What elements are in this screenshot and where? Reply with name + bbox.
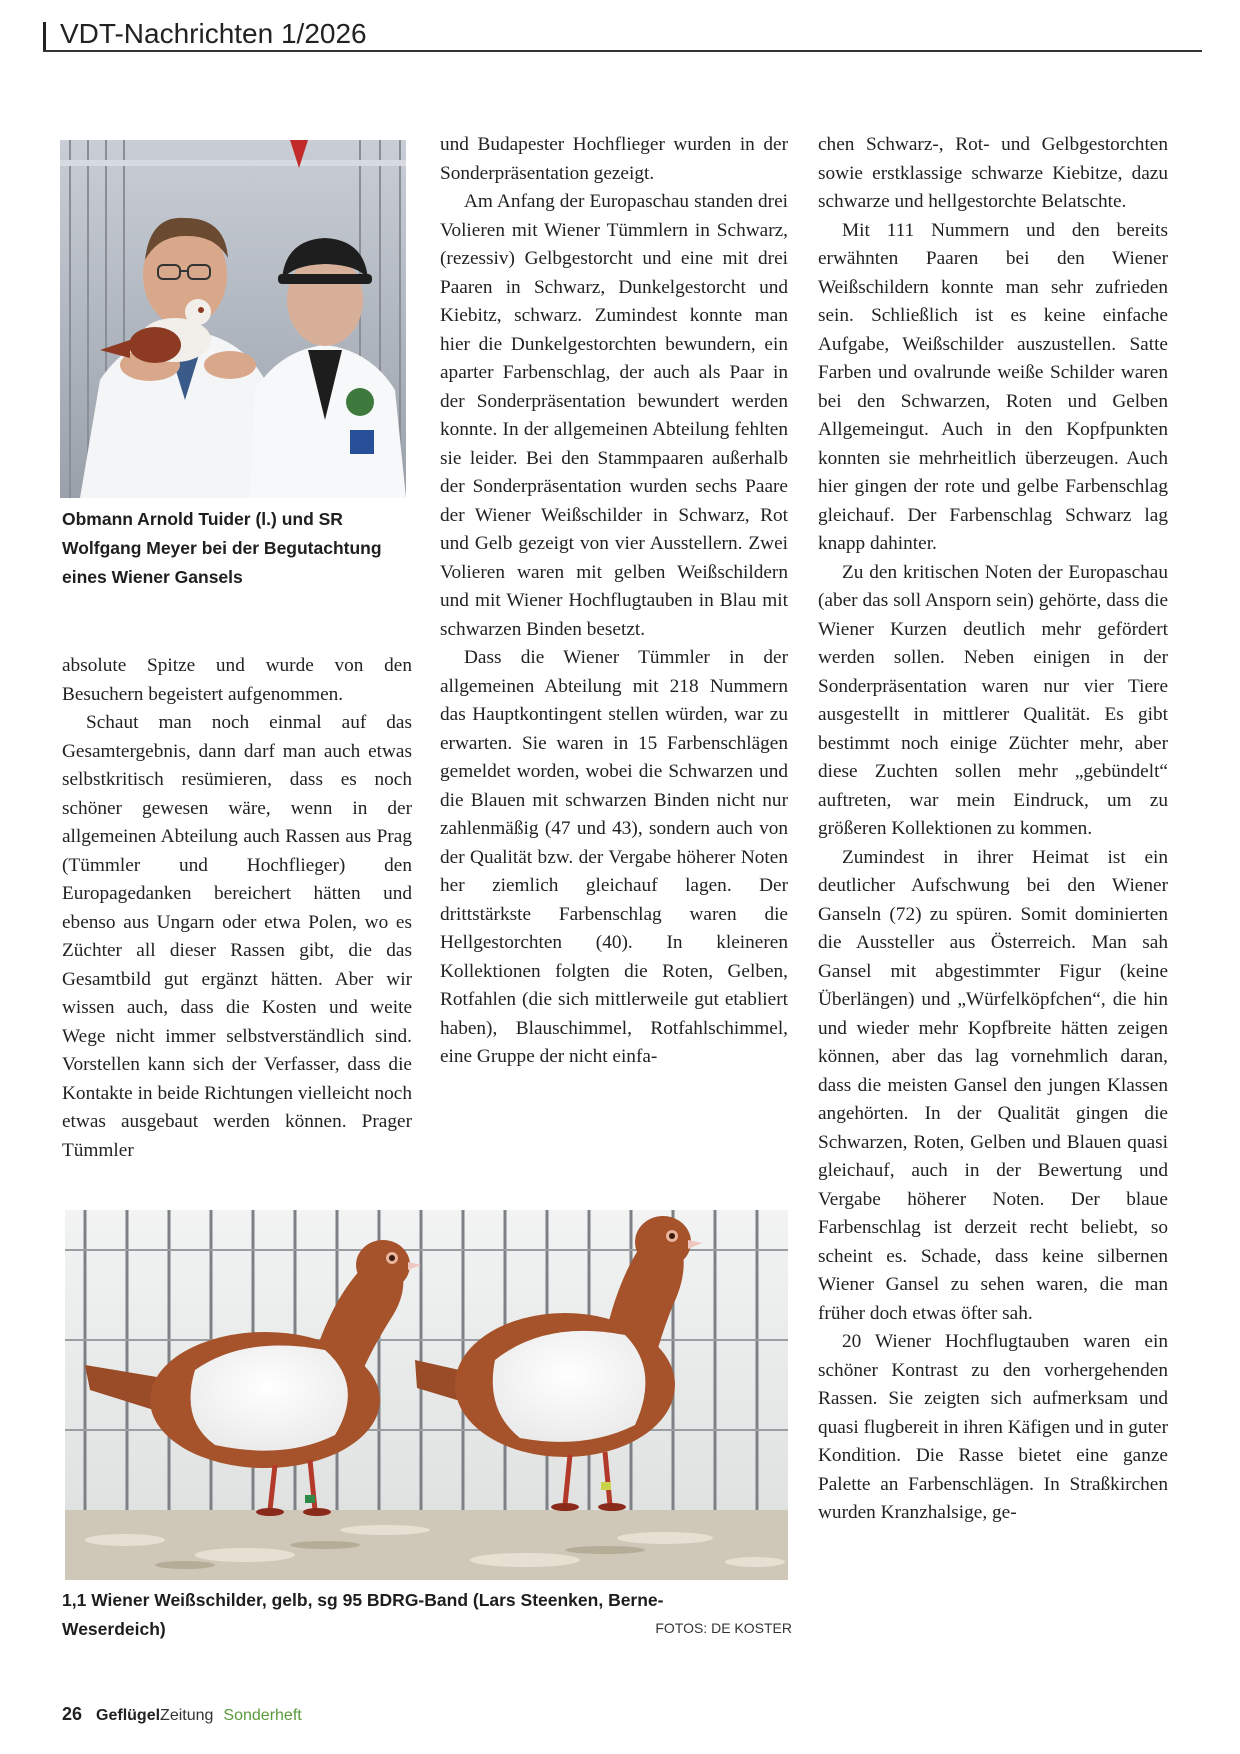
magazine-special-label: Sonderheft xyxy=(223,1707,302,1724)
paragraph: Zu den kritischen Noten der Europaschau (aber das soll Ansporn sein) gehörte, dass die Wiener Kurzen deutlich mehr gefördert werden sollen. Neben einigen in der Sonderpräsentation waren nur vier Tiere ausgestellt in mittlerer Qualität. Es gibt bestimmt noch einige Züchter mehr, aber diese Zuchten sollen mehr „gebündelt“ auftreten, war mein Eindruck, um zu größeren Kollektionen zu kommen. xyxy=(818,561,1168,839)
paragraph: chen Schwarz-, Rot- und Gelbgestorchten sowie erstklassige schwarze Kiebitze, dazu schwarze und hellgestorchte Belatschte. xyxy=(818,134,1168,212)
paragraph: Dass die Wiener Tümmler in der allgemeinen Abteilung mit 218 Nummern das Hauptkontingent stellen würden, war zu erwarten. Sie waren in 15 Farbenschlägen gemeldet worden, wobei die Schwarzen und die Blauen mit schwarzen Binden nicht nur zahlenmäßig (47 und 43), sondern auch von der Qualität bzw. der Vergabe höherer Noten her ziemlich gleichauf lagen. Der drittstärkste Farbenschlag waren die Hellgestorchten (40). In kleineren Kollektionen folgten die Roten, Gelben, Rotfahlen (die sich mittlerweile gut etabliert haben), Blauschimmel, Rotfahlschimmel, eine Gruppe der nicht einfa- xyxy=(440,647,788,1067)
magazine-name-light: Zeitung xyxy=(160,1707,214,1724)
page-number: 26 xyxy=(62,1704,83,1724)
article-column-1 xyxy=(62,652,412,1165)
photo-credit: FOTOS: DE KOSTER xyxy=(655,1620,792,1636)
magazine-name-bold: Geflügel xyxy=(96,1707,161,1724)
header-rule xyxy=(43,50,1202,52)
paragraph: und Budapester Hochflieger wurden in der Sonderpräsentation gezeigt. xyxy=(440,134,788,184)
paragraph: 20 Wiener Hochflugtauben waren ein schöner Kontrast zu den vorhergehenden Rassen. Sie zeigten sich aufmerksam und quasi flugbereit in ihren Käfigen und in guter Kondition. Die Rasse bietet eine ganze Palette an Farbenschlägen. In Straßkirchen wurden Kranzhalsige, ge- xyxy=(818,1331,1168,1523)
photo-judges-caption: Obmann Arnold Tuider (l.) und SR Wolfgang Meyer bei der Begutachtung eines Wiener Gansels xyxy=(62,509,382,587)
paragraph: Am Anfang der Europaschau standen drei Volieren mit Wiener Tümmlern in Schwarz, (rezessiv) Gelbgestorcht und eine mit drei Paaren in Schwarz, Dunkelgestorcht und Kiebitz, schwarz. Zumindest konnte man hier die Dunkelgestorchten bewundern, ein aparter Farbenschlag, der auch als Paar in der Sonderpräsentation bewundert werden konnte. In der allgemeinen Abteilung fehlten sie leider. Bei den Stammpaaren außerhalb der Sonderpräsentation wurden sechs Paare der Wiener Weißschilder in Schwarz, Rot und Gelb gezeigt von vier Ausstellern. Zwei Volieren waren mit gelben Weißschildern und mit Wiener Hochflugtauben in Blau mit schwarzen Binden besetzt. xyxy=(440,191,788,640)
photo-pigeons-caption: 1,1 Wiener Weißschilder, gelb, sg 95 BDRG-Band (Lars Steenken, Berne-Weserdeich) xyxy=(62,1590,664,1639)
header-accent-bar xyxy=(43,22,46,50)
article-column-2 xyxy=(440,131,788,1072)
paragraph: Schaut man noch einmal auf das Gesamtergebnis, dann darf man auch etwas selbstkritisch resümieren, dass es noch schöner gewesen wäre, wenn in der allgemeinen Abteilung auch Rassen aus Prag (Tümmler und Hochflieger) den Europagedanken bereichert hätten und ebenso aus Ungarn oder etwa Polen, wo es Züchter all dieser Rassen gibt, die das Gesamtbild gut ergänzt hätten. Aber wir wissen auch, dass die Kosten und weite Wege nicht immer selbstverständlich sind. Vorstellen kann sich der Verfasser, dass die Kontakte in beide Richtungen vielleicht noch etwas ausgebaut werden können. Prager Tümmler xyxy=(62,712,412,1161)
photo-judges xyxy=(60,140,406,498)
paragraph: absolute Spitze und wurde von den Besuchern begeistert aufgenommen. xyxy=(62,655,412,705)
paragraph: Zumindest in ihrer Heimat ist ein deutlicher Aufschwung bei den Wiener Ganseln (72) zu spüren. Somit dominierten die Aussteller aus Österreich. Man sah Gansel mit abgestimmter Figur (keine Überlängen) und „Würfelköpfchen“, die hin und wieder mehr Kopfbreite hätten zeigen können, aber das lag vornehmlich daran, dass die meisten Gansel den jungen Klassen angehörten. In der Qualität gingen die Schwarzen, Roten, Gelben und Blauen quasi gleichauf, auch in der Bewertung und Vergabe höherer Noten. Der blaue Farbenschlag ist derzeit recht beliebt, so scheint es. Schade, dass keine silbernen Wiener Gansel zu sehen waren, die man früher doch etwas öfter sah. xyxy=(818,846,1168,1324)
article-column-3 xyxy=(818,131,1168,1528)
page-footer xyxy=(62,1704,302,1725)
photo-pigeons xyxy=(65,1210,788,1580)
paragraph: Mit 111 Nummern und den bereits erwähnten Paaren bei den Wiener Weißschildern konnte man sehr zufrieden sein. Schließlich ist es keine einfache Aufgabe, Weißschilder auszustellen. Satte Farben und ovalrunde weiße Schilder waren bei den Schwarzen, Roten und Gelben Allgemeingut. Auch in den Kopfpunkten konnten sie mehrheitlich überzeugen. Auch hier gingen der rote und gelbe Farbenschlag gleichauf. Der Farbenschlag Schwarz lag knapp dahinter. xyxy=(818,219,1168,554)
header-title: VDT-Nachrichten 1/2026 xyxy=(60,18,367,49)
